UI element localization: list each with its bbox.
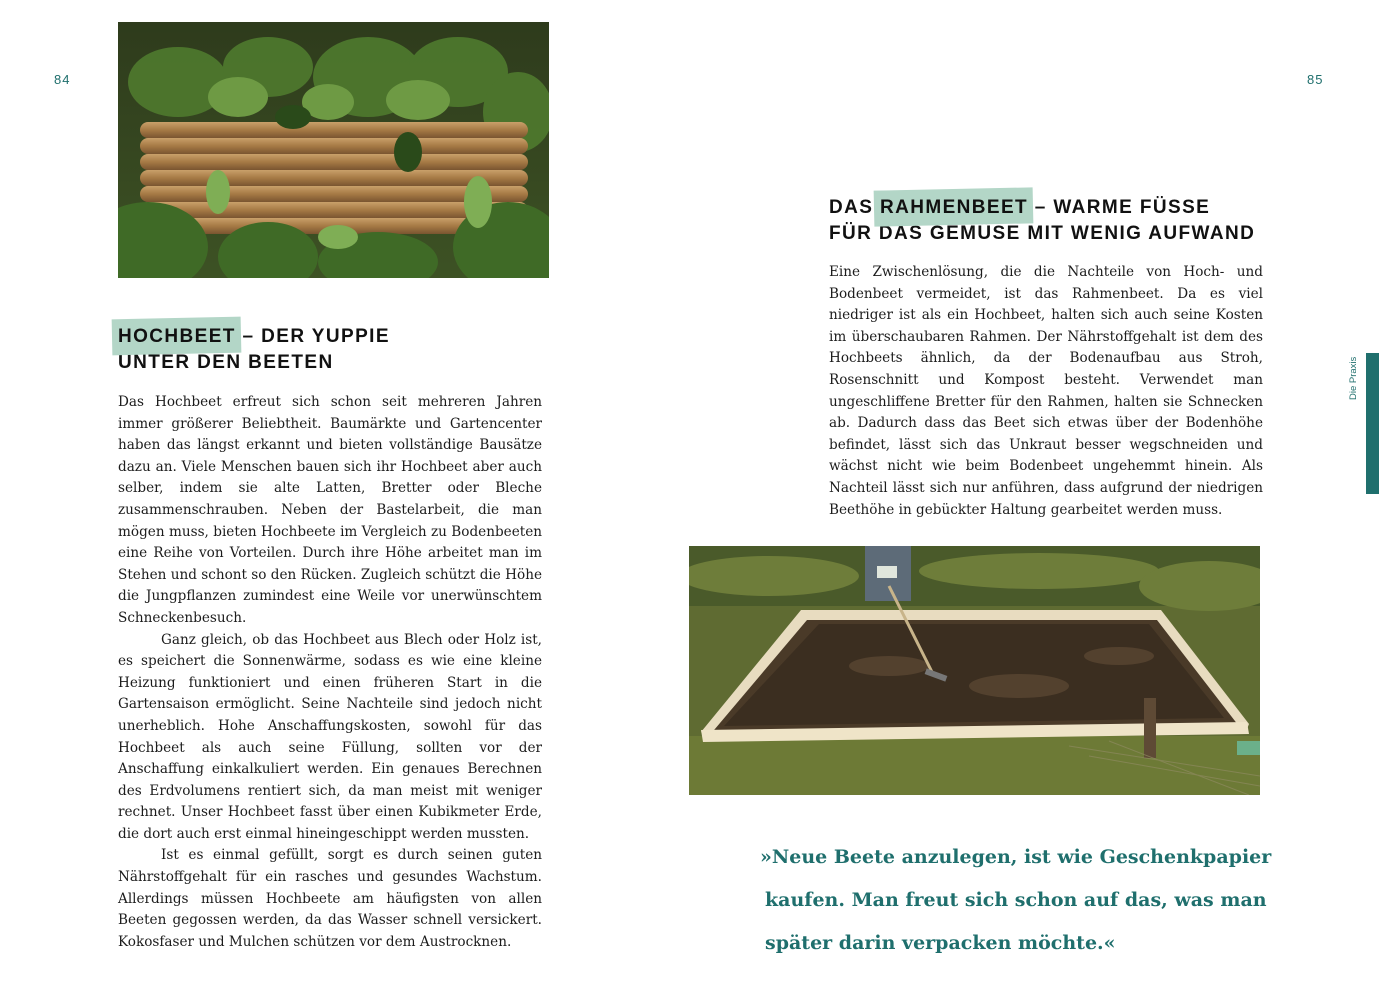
section-label: Die Praxis <box>1348 356 1359 400</box>
rahmenbeet-heading-highlight: RAHMENBEET <box>880 195 1028 221</box>
hochbeet-paragraph-3: Ist es einmal gefüllt, sorgt es durch seinen guten Nährstoffgehalt für ein rasches und gesundes Wachstum. Allerdings müssen Hochbeete am häufigsten von allen Beeten gegossen werden, da das Wasser schnell versickert. Kokosfaser und Mulchen schützen vor dem Austrocknen. <box>118 847 542 950</box>
rahmenbeet-paragraph: Eine Zwischenlösung, die die Nachteile von Hoch- und Bodenbeet vermeidet, ist das Rahmenbeet. Da es viel niedriger ist als ein Hochbeet, halten sich auch seine Kosten im überschaubaren Rahmen. Der Nährstoffgehalt ist dem des Hochbeets ähnlich, da der Bodenaufbau aus Stroh, Rosenschnitt und Kompost besteht. Verwendet man ungeschliffene Bretter für den Rahmen, halten sie Schnecken ab. Dadurch dass das Beet sich etwas über der Bodenhöhe befindet, lässt sich das Unkraut besser wegschneiden und wächst nicht wie beim Bodenbeet ungehemmt hinein. Als Nachteil lässt sich nur anführen, dass aufgrund der niedrigen Beethöhe in gebückter Haltung gearbeitet werden muss. <box>829 264 1263 518</box>
quote-line-1: »Neue Beete anzulegen, ist wie Geschenkpapier <box>760 846 1272 868</box>
raised-bed-photo <box>118 22 549 278</box>
section-marker-bar <box>1366 353 1379 494</box>
hochbeet-heading-highlight: HOCHBEET <box>118 324 236 350</box>
rahmenbeet-heading-line2: FÜR DAS GEMÜSE MIT WENIG AUFWAND <box>829 223 1256 244</box>
page-number-left: 84 <box>54 72 71 87</box>
rahmenbeet-heading-pre: DAS <box>829 197 880 218</box>
frame-bed-photo <box>689 546 1260 795</box>
hochbeet-heading-rest: – DER YUPPIE <box>235 326 390 347</box>
hochbeet-paragraph-2: Ganz gleich, ob das Hochbeet aus Blech oder Holz ist, es speichert die Sonnenwärme, sodass es wie eine kleine Heizung funktioniert und einen früheren Start in die Gartensaison ermöglicht. Seine Nachteile sind jedoch nicht unerheblich. Hohe Anschaffungskosten, sowohl für das Hochbeet als auch seine Füllung, sollten vor der Anschaffung einkalkuliert werden. Ein genaues Berechnen des Erdvolumens rentiert sich, da man meist mit weniger rechnet. Unser Hochbeet fasst über einen Kubikmeter Erde, die dort auch erst einmal hineingeschippt werden mussten. <box>118 631 542 842</box>
hochbeet-body <box>118 392 542 953</box>
pull-quote <box>760 836 1300 965</box>
rahmenbeet-heading <box>829 195 1299 247</box>
hochbeet-heading <box>118 324 558 376</box>
quote-line-3: später darin verpacken möchte.« <box>765 932 1116 954</box>
quote-line-2: kaufen. Man freut sich schon auf das, was man <box>765 889 1267 911</box>
hochbeet-heading-line2: UNTER DEN BEETEN <box>118 352 334 373</box>
page-number-right: 85 <box>1307 72 1324 87</box>
hochbeet-paragraph-1: Das Hochbeet erfreut sich schon seit mehreren Jahren immer größerer Beliebtheit. Baumärkte und Gartencenter haben das längst erkannt und bieten vollständige Bausätze dazu an. Viele Menschen bauen sich ihr Hochbeet aber auch selber, indem sie alte Latten, Bretter oder Bleche zusammenschrauben. Neben der Bastelarbeit, die man mögen muss, bieten Hochbeete im Vergleich zu Bodenbeeten eine Reihe von Vorteilen. Durch ihre Höhe arbeitet man im Stehen und schont so den Rücken. Zugleich schützt die Höhe die Jungpflanzen zumindest eine Weile vor unerwünschtem Schneckenbesuch. <box>118 394 542 626</box>
rahmenbeet-heading-rest: – WARME FÜSSE <box>1028 197 1211 218</box>
rahmenbeet-body <box>829 262 1263 521</box>
